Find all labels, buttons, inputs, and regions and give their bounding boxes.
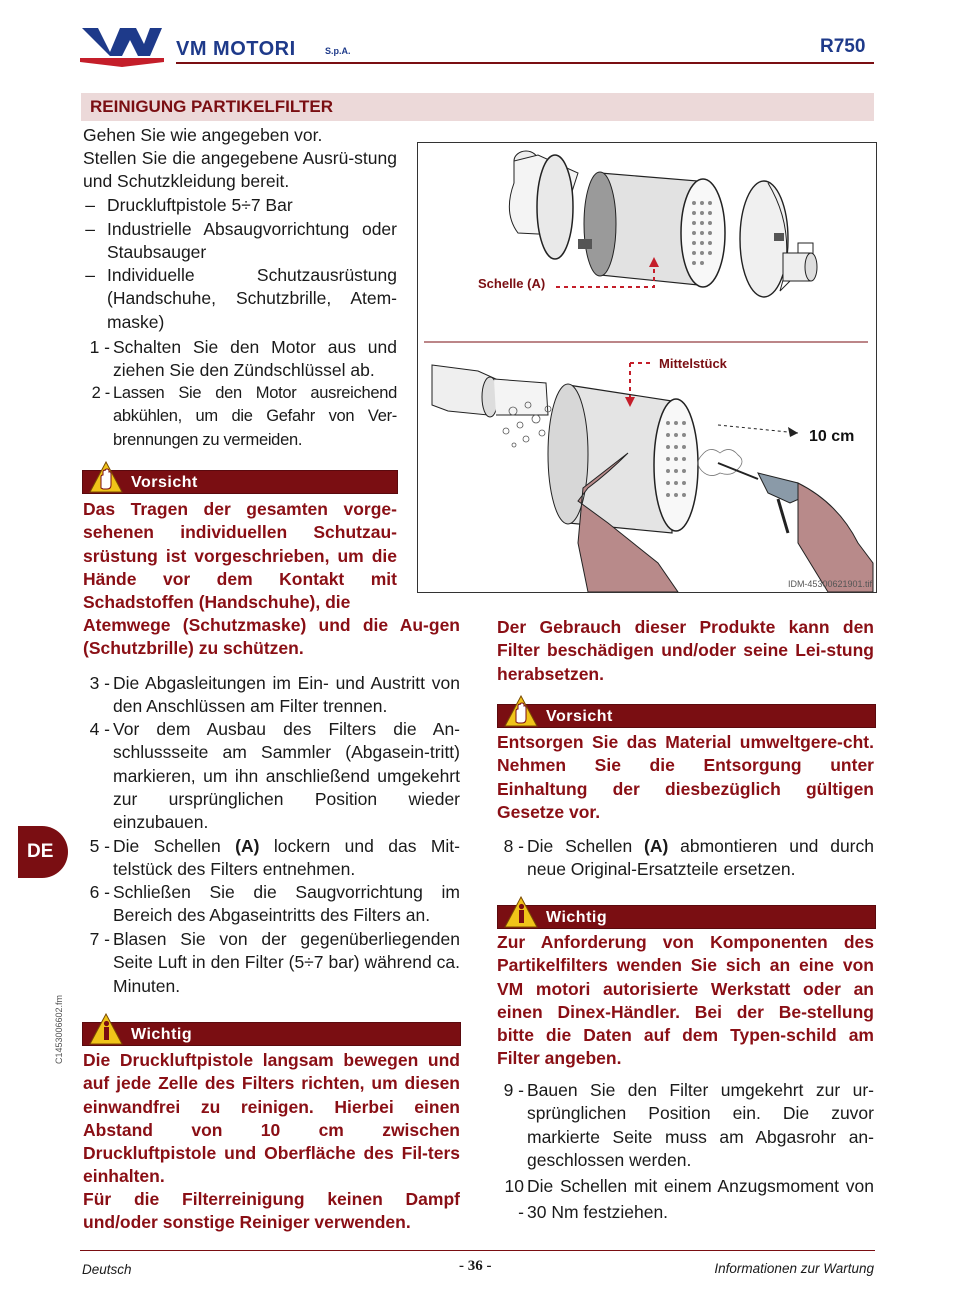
important-label: Wichtig: [131, 1026, 193, 1043]
caution-bar-2: [497, 704, 876, 728]
info-icon: [504, 896, 538, 930]
right-hand-icon: [798, 483, 873, 592]
air-blast-icon: [698, 449, 742, 475]
brand-name: VM MOTORI: [176, 38, 296, 60]
caution-label-2: Vorsicht: [546, 708, 613, 725]
usage-warning: Der Gebrauch dieser Produkte kann den Filter beschädigen und/oder seine Lei-stung herabsetzen.: [497, 617, 874, 684]
file-code: C1453006602.fm: [54, 994, 64, 1064]
section-title: REINIGUNG PARTIKELFILTER: [90, 97, 334, 116]
caution-text: Das Tragen der gesamten vorge-sehenen individuellen Schutzau-srüstung ist vorgeschrieben, um die Hände vor dem Kontakt mit Schadstoffen (Handschuhe), die: [83, 499, 397, 613]
language-tab-label: DE: [27, 841, 54, 862]
language-tab: [18, 826, 68, 878]
important-bar-2: [497, 905, 876, 929]
page-number: - 36 -: [459, 1258, 492, 1274]
figure-label-center: Mittelstück: [659, 356, 727, 371]
model-label: R750: [820, 36, 866, 57]
intro-line-2: Stellen Sie die angegebene Ausrü-stung und Schutzkleidung bereit.: [83, 148, 397, 192]
intro-line-1: Gehen Sie wie angegeben vor.: [83, 125, 323, 145]
important-label-2: Wichtig: [546, 909, 608, 926]
header-rule: [176, 62, 874, 64]
footer-right: Informationen zur Wartung: [714, 1261, 874, 1276]
filter-outlet-cone-icon: [740, 181, 817, 297]
stop-hand-icon: [89, 461, 123, 495]
filter-body-icon: [578, 172, 725, 287]
important-bar: [82, 1022, 461, 1046]
figure-label-clamp: Schelle (A): [478, 276, 546, 291]
figure-label-distance: 10 cm: [809, 428, 855, 445]
caution-bar: [82, 470, 398, 494]
caution-text-cont: Atemwege (Schutzmaske) und die Au-gen (Schutzbrille) zu schützen.: [83, 615, 460, 659]
figure-ref-code: IDM-45300621901.tif: [787, 579, 872, 589]
caution-label: Vorsicht: [131, 474, 198, 491]
important-text-2: Für die Filterreinigung keinen Dampf und/oder sonstige Reiniger verwenden.: [83, 1189, 460, 1233]
info-icon: [89, 1013, 123, 1047]
vm-logo-icon: [80, 26, 164, 68]
air-gun-icon: [718, 463, 873, 592]
stop-hand-icon: [504, 695, 538, 729]
suction-hose-icon: [432, 365, 548, 417]
section-title-bar: [81, 93, 874, 121]
important-text-3: Zur Anforderung von Komponenten des Partikelfilters wenden Sie sich an eine von VM motori autorisierte Werkstatt oder an einen Dinex-Händler. Bei der Be-stellung bitte die Daten auf dem Typen-schild am Filter angeben.: [497, 932, 874, 1069]
footer-left: Deutsch: [82, 1262, 132, 1277]
figure-frame: [417, 142, 877, 593]
filter-inlet-cone-icon: [509, 151, 578, 259]
important-text: Die Druckluftpistole langsam bewegen und auf jede Zelle des Filters richten, um diesen einwandfrei zu reinigen. Hierbei einen Abstand von 10 cm zwischen Druckluftpistole und Oberfläche des Fil-ters einhalten.: [83, 1050, 460, 1187]
caution-text-2: Entsorgen Sie das Material umweltgere-cht. Nehmen Sie die Entsorgung unter Einhaltung der diesbezüglich gültigen Gesetze vor.: [497, 732, 874, 822]
footer-rule: [80, 1250, 875, 1251]
brand-suffix: S.p.A.: [325, 46, 351, 56]
filter-illustration: [418, 143, 876, 592]
